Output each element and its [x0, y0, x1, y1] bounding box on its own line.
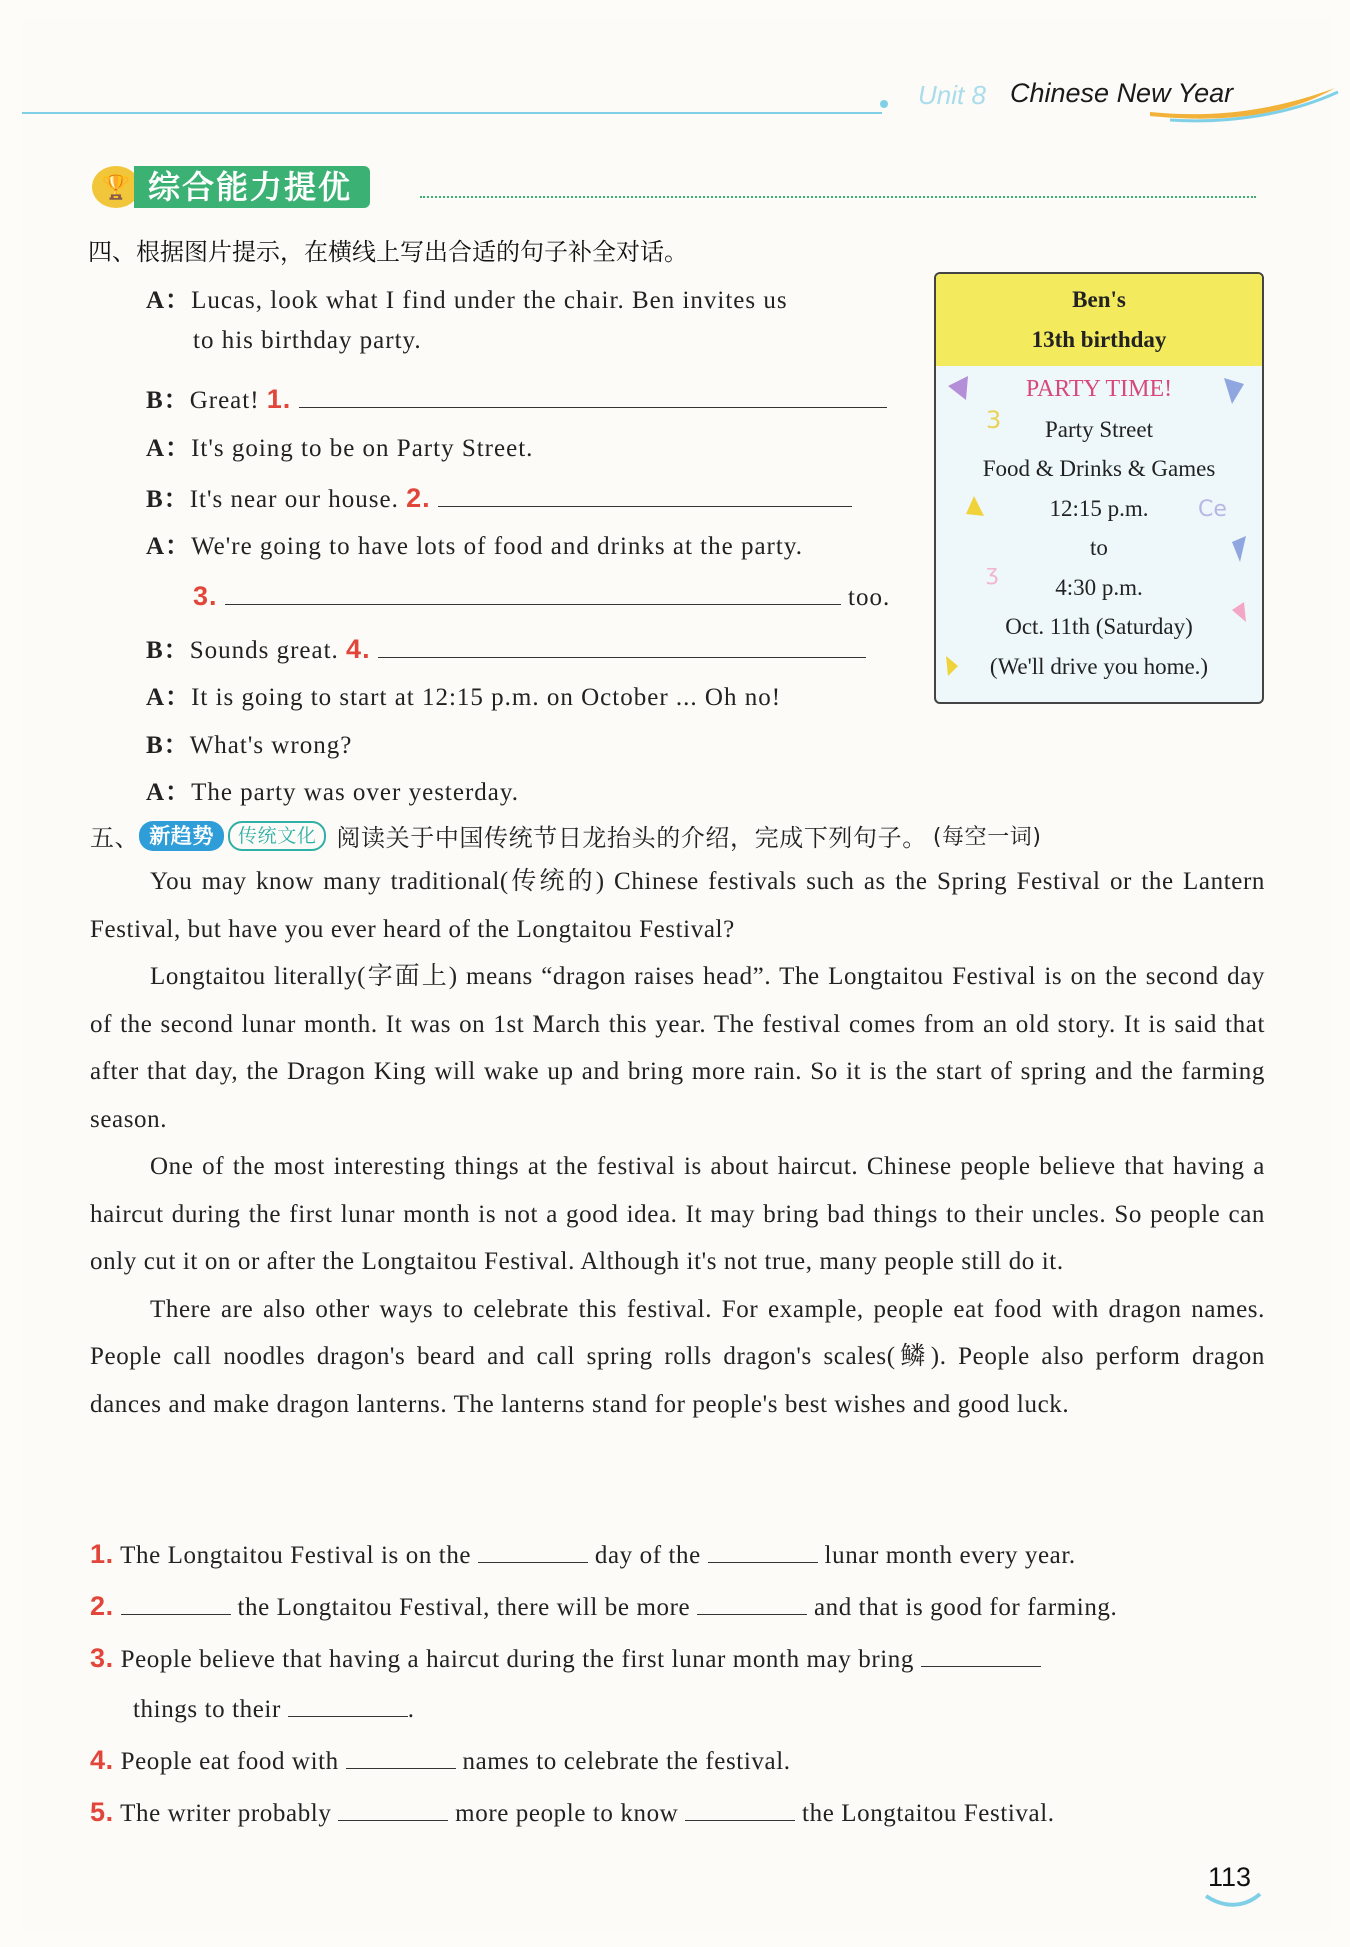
answer-blank-4[interactable] [378, 631, 866, 658]
q2-blank-2[interactable] [697, 1588, 807, 1615]
birthday-invitation-card [934, 272, 1264, 704]
card-headline: PARTY TIME! [1025, 376, 1173, 402]
answer-blank-3[interactable] [225, 578, 841, 605]
question-5: 5. The writer probably more people to know the Longtaitou Festival. [90, 1794, 1055, 1828]
q1-blank-1[interactable] [478, 1536, 588, 1563]
dialog-line: A：The party was over yesterday. [146, 779, 520, 806]
q1-blank-2[interactable] [708, 1536, 818, 1563]
svg-text:3: 3 [986, 406, 1002, 434]
q4-blank-1[interactable] [346, 1742, 456, 1769]
answer-blank-2[interactable] [438, 480, 852, 507]
section-title: 综合能力提优 [134, 166, 370, 208]
q5-blank-1[interactable] [338, 1794, 448, 1821]
trophy-icon: 🏆 [92, 166, 140, 208]
part5-note: (每空一词) [932, 825, 1042, 850]
dialog-line: B：What's wrong? [146, 732, 353, 759]
q5-blank-2[interactable] [685, 1794, 795, 1821]
card-header [936, 274, 1262, 366]
passage-paragraph: There are also other ways to celebrate this festival. For example, people eat food with dragon names. People call noodles dragon's beard and call spring rolls dragon's scales(鳞). People also perform dragon dances and make dragon lanterns. The lanterns stand for people's best wishes and good luck. [90, 1295, 1265, 1418]
passage-paragraph: Longtaitou literally(字面上) means “dragon raises head”. The Longtaitou Festival is on the second day of the second lunar month. It was on 1st March this year. The festival comes from an old story. It is said that after that day, the Dragon King will wake up and bring more rain. So it is the start of spring and the farming season. [90, 963, 1265, 1133]
q3-blank-1[interactable] [921, 1640, 1041, 1667]
card-line: 12:15 p.m. [1049, 495, 1149, 521]
card-occasion: 13th birthday [1031, 327, 1167, 352]
svg-text:ʒ: ʒ [986, 561, 999, 586]
section-banner [92, 166, 370, 208]
part4-title: 四、根据图片提示，在横线上写出合适的句子补全对话。 [88, 238, 688, 266]
question-3: 3. People believe that having a haircut during the first lunar month may bring [90, 1640, 1041, 1674]
question-2: 2. the Longtaitou Festival, there will be more and that is good for farming. [90, 1588, 1117, 1622]
card-line: 4:30 p.m. [1055, 574, 1143, 600]
dialog-line: B：It's near our house. 2. [146, 479, 852, 515]
passage-paragraph: One of the most interesting things at the festival is about haircut. Chinese people believe that having a haircut during the first lunar month is not a good idea. It may bring bad things to their uncles. So people can only cut it on or after the Longtaitou Festival. Although it's not true, many people still do it. [90, 1153, 1265, 1275]
dialog-line: B：Great! 1. [146, 380, 887, 416]
part5-title: 阅读关于中国传统节日龙抬头的介绍，完成下列句子。 [336, 824, 927, 852]
dialog-line: A：We're going to have lots of food and drinks at the party. [146, 533, 803, 560]
reading-passage [90, 858, 1265, 1428]
card-line: (We'll drive you home.) [989, 653, 1209, 679]
svg-text:Ce: Ce [1198, 497, 1227, 522]
header-dot [880, 100, 888, 108]
trend-tag: 新趋势 [139, 821, 224, 851]
card-line: Food & Drinks & Games [982, 456, 1216, 481]
confetti-decoration-icon [936, 366, 1262, 702]
card-line: to [1090, 535, 1108, 560]
header-rule [22, 112, 882, 114]
dialog-line: A：It's going to be on Party Street. [146, 435, 534, 462]
question-1: 1. The Longtaitou Festival is on the day of the lunar month every year. [90, 1536, 1076, 1570]
dialog-line: A：It is going to start at 12:15 p.m. on October ... Oh no! [146, 684, 782, 711]
unit-label: Unit 8 [918, 80, 986, 110]
card-line: Oct. 11th (Saturday) [1005, 614, 1193, 639]
culture-tag: 传统文化 [228, 821, 326, 851]
q3-blank-2[interactable] [288, 1690, 408, 1717]
passage-paragraph: You may know many traditional(传统的) Chinese festivals such as the Spring Festival or the Lantern Festival, but have you ever heard of the Longtaitou Festival? [90, 868, 1265, 943]
card-name: Ben's [1072, 287, 1126, 312]
page-number: 113 [1208, 1862, 1252, 1892]
dialog-line: to his birthday party. [193, 327, 422, 354]
dialog-line: 3. too. [193, 578, 890, 612]
answer-blank-1[interactable] [299, 381, 887, 408]
banner-dotted-rule [420, 196, 1256, 198]
question-3-cont: things to their . [133, 1690, 415, 1724]
dialog-line: A：Lucas, look what I find under the chair. Ben invites us [146, 287, 788, 314]
card-line: Party Street [1045, 416, 1153, 442]
part5-heading: 五、 新趋势 传统文化 阅读关于中国传统节日龙抬头的介绍，完成下列句子。 (每空一词) [90, 818, 1042, 853]
dialog-line: B：Sounds great. 4. [146, 630, 866, 666]
page-number-swoosh-icon [1204, 1890, 1264, 1910]
q2-blank-1[interactable] [121, 1588, 231, 1615]
question-4: 4. People eat food with names to celebrate the festival. [90, 1742, 791, 1776]
header-swoosh-icon [1150, 84, 1340, 124]
unit-title: Chinese New Year [1010, 78, 1234, 108]
